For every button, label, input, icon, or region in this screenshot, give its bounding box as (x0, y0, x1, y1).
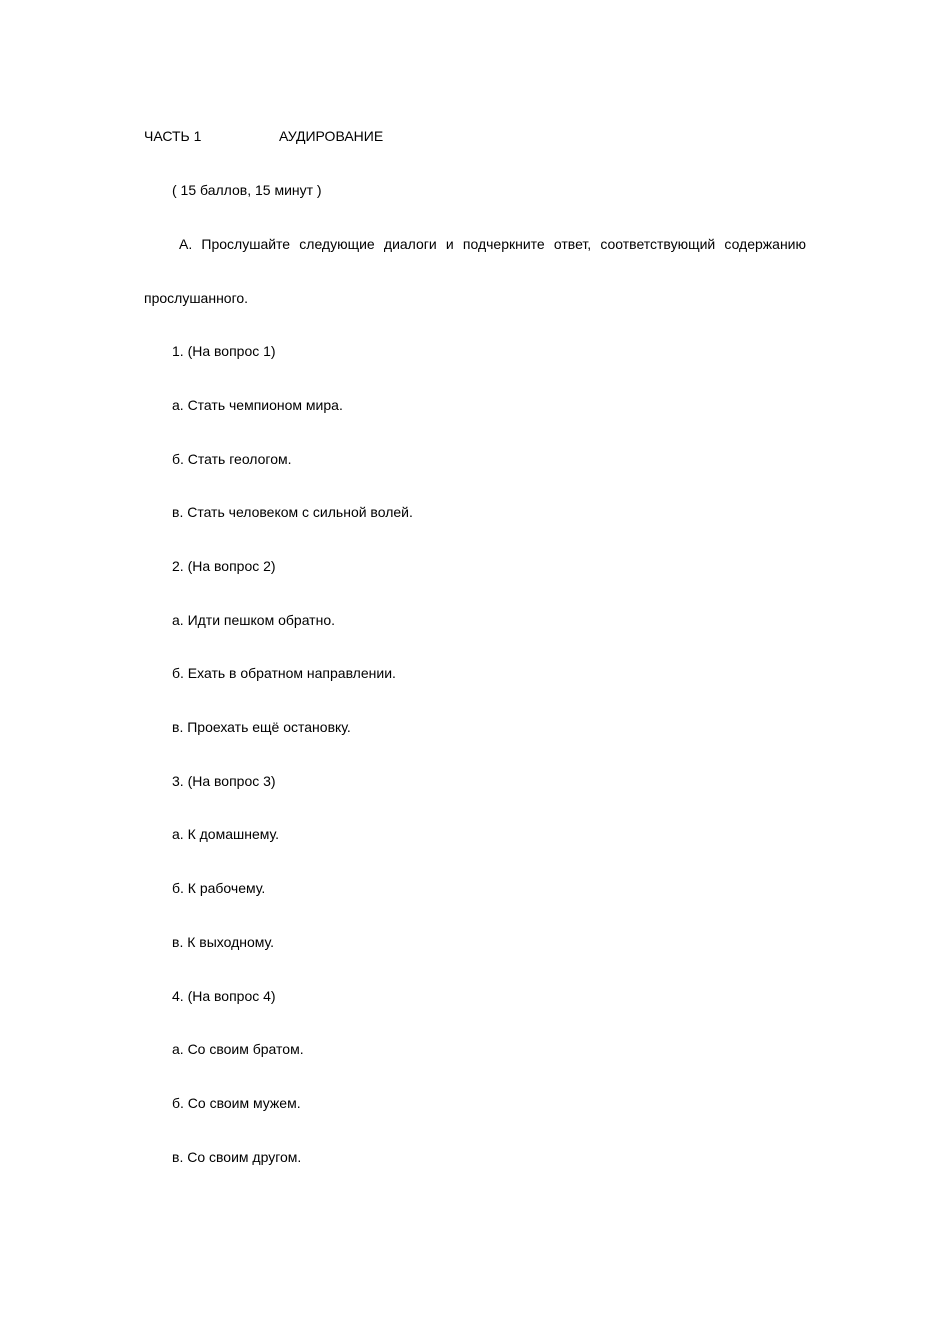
answer-option: в. Проехать ещё остановку. (172, 719, 351, 735)
answer-option: б. Ехать в обратном направлении. (172, 665, 396, 681)
answer-option: а. Стать чемпионом мира. (172, 397, 343, 413)
question-label: 4. (На вопрос 4) (172, 988, 276, 1004)
answer-option: а. Идти пешком обратно. (172, 612, 335, 628)
answer-option: б. Стать геологом. (172, 451, 292, 467)
question-label: 3. (На вопрос 3) (172, 773, 276, 789)
points-time: ( 15 баллов, 15 минут ) (172, 182, 322, 198)
question-label: 2. (На вопрос 2) (172, 558, 276, 574)
section-title: АУДИРОВАНИЕ (279, 128, 384, 144)
instruction-line-2: прослушанного. (144, 290, 249, 306)
answer-option: б. К рабочему. (172, 880, 266, 896)
answer-option: а. Со своим братом. (172, 1041, 304, 1057)
question-label: 1. (На вопрос 1) (172, 343, 276, 359)
part-label: ЧАСТЬ 1 (144, 128, 202, 144)
answer-option: а. К домашнему. (172, 826, 279, 842)
answer-option: б. Со своим мужем. (172, 1095, 301, 1111)
answer-option: в. Со своим другом. (172, 1149, 302, 1165)
answer-option: в. Стать человеком с сильной волей. (172, 504, 413, 520)
answer-option: в. К выходному. (172, 934, 275, 950)
instruction-line-1: А. Прослушайте следующие диалоги и подчеркните ответ, соответствующий содержанию (179, 236, 806, 252)
